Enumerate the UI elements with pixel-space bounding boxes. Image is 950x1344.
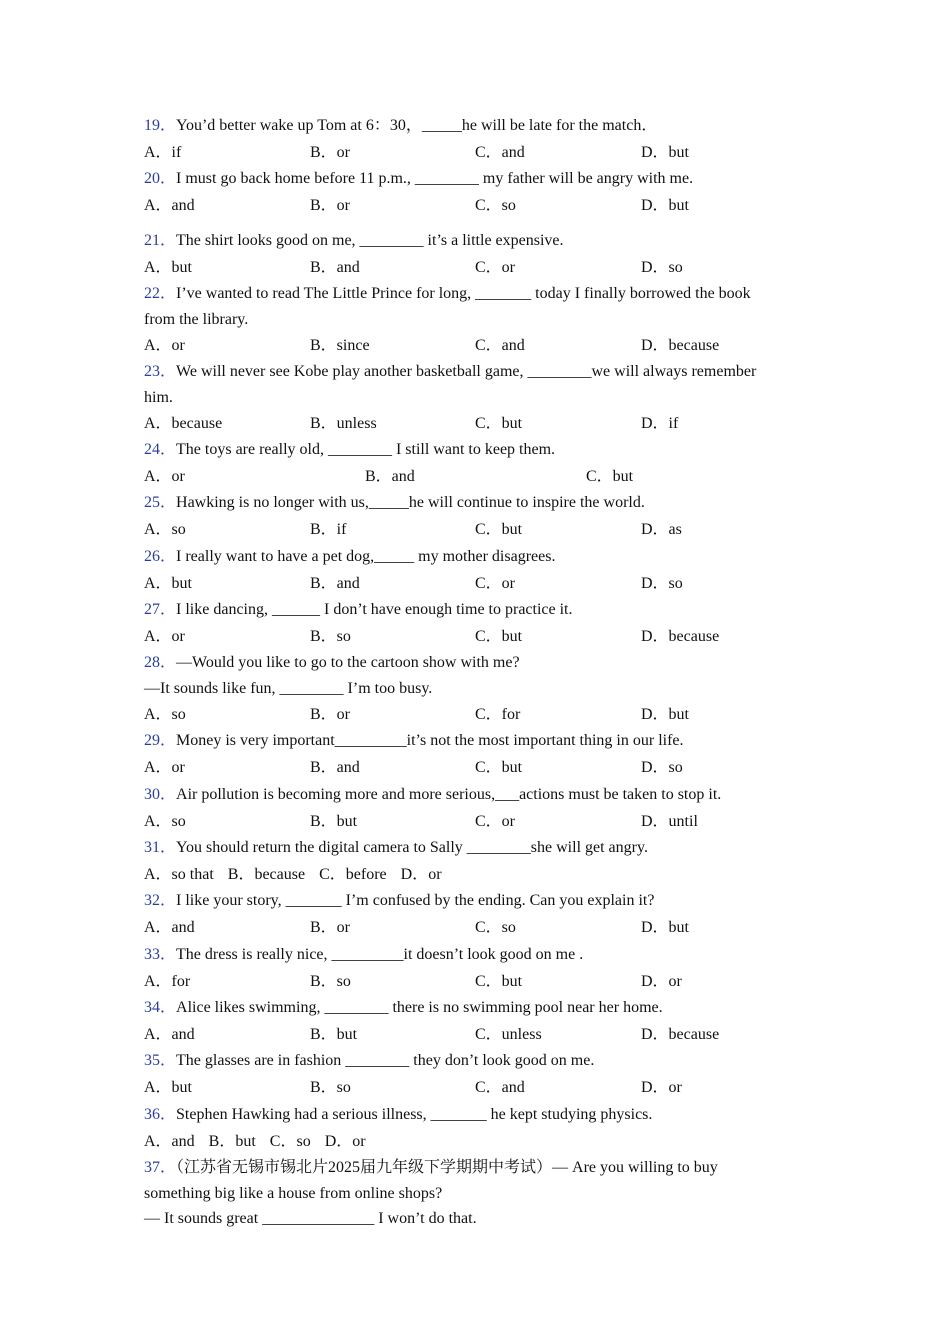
option-b[interactable]: B．and — [310, 259, 360, 276]
option-a[interactable]: A．so — [144, 813, 186, 830]
option-d[interactable]: D．or — [324, 1133, 366, 1150]
question-text: I’ve wanted to read The Little Prince for long, _______ today I finally borrowed the book — [176, 285, 751, 302]
option-a[interactable]: A．or — [144, 468, 185, 485]
question-number: 26． — [144, 548, 177, 565]
question-20-stem — [144, 169, 693, 189]
option-b[interactable]: B．and — [310, 759, 360, 776]
option-d[interactable]: D．so — [641, 759, 683, 776]
question-number: 25． — [144, 494, 177, 511]
question-number: 20． — [144, 170, 177, 187]
option-d[interactable]: D．so — [641, 575, 683, 592]
question-number: 30． — [144, 786, 177, 803]
option-a[interactable]: A．but — [144, 1079, 193, 1096]
question-number: 19． — [144, 117, 177, 134]
question-36-stem — [144, 1105, 652, 1125]
option-a[interactable]: A．for — [144, 973, 191, 990]
question-37-stem — [144, 1158, 718, 1178]
question-text: We will never see Kobe play another basketball game, ________we will always remember — [176, 363, 757, 380]
question-number: 22． — [144, 285, 177, 302]
option-a[interactable]: A．or — [144, 337, 185, 354]
option-a[interactable]: A．but — [144, 575, 193, 592]
option-b[interactable]: B．but — [208, 1133, 256, 1150]
option-b[interactable]: B．and — [310, 575, 360, 592]
question-number: 21． — [144, 232, 177, 249]
question-text: （江苏省无锡市锡北片2025届九年级下学期期中考试）— Are you willing to buy — [176, 1159, 718, 1176]
question-text: You should return the digital camera to Sally ________she will get angry. — [176, 839, 648, 856]
option-c[interactable]: C．so — [475, 919, 516, 936]
option-c[interactable]: C．or — [475, 575, 516, 592]
option-d[interactable]: D．but — [641, 144, 690, 161]
option-c[interactable]: C．before — [319, 866, 387, 883]
option-a[interactable]: A．or — [144, 759, 185, 776]
question-19-stem — [144, 116, 657, 136]
option-b[interactable]: B．or — [310, 144, 351, 161]
option-d[interactable]: D．but — [641, 197, 690, 214]
question-26-stem — [144, 547, 555, 567]
option-c[interactable]: C．so — [269, 1133, 311, 1150]
option-d[interactable]: D．because — [641, 1026, 720, 1043]
option-c[interactable]: C．but — [475, 973, 523, 990]
question-31-options — [144, 865, 456, 885]
option-c[interactable]: C．and — [475, 337, 525, 354]
option-a[interactable]: A．because — [144, 415, 223, 432]
question-number: 28． — [144, 654, 177, 671]
question-text: The dress is really nice, _________it doesn’t look good on me . — [176, 946, 584, 963]
option-c[interactable]: C．or — [475, 813, 516, 830]
question-32-stem — [144, 891, 654, 911]
option-b[interactable]: B．so — [310, 1079, 351, 1096]
question-35-stem — [144, 1051, 594, 1071]
option-c[interactable]: C．or — [475, 259, 516, 276]
option-c[interactable]: C．for — [475, 706, 521, 723]
question-33-stem — [144, 945, 583, 965]
question-number: 23． — [144, 363, 177, 380]
question-22-stem — [144, 284, 751, 304]
question-text: —Would you like to go to the cartoon show with me? — [176, 654, 520, 671]
option-a[interactable]: A．and — [144, 919, 195, 936]
option-d[interactable]: D．but — [641, 919, 690, 936]
option-b[interactable]: B．but — [310, 813, 358, 830]
question-text: The toys are really old, ________ I still want to keep them. — [176, 441, 556, 458]
question-text: The shirt looks good on me, ________ it’s a little expensive. — [176, 232, 564, 249]
question-23-stem — [144, 362, 756, 382]
option-d[interactable]: D．because — [641, 628, 720, 645]
question-24-stem — [144, 440, 555, 460]
option-d[interactable]: D．or — [641, 1079, 682, 1096]
option-a[interactable]: A．and — [144, 1026, 195, 1043]
option-a[interactable]: A．and — [144, 197, 195, 214]
option-c[interactable]: C．but — [475, 415, 523, 432]
question-30-stem — [144, 785, 721, 805]
option-b[interactable]: B．since — [310, 337, 370, 354]
option-a[interactable]: A．or — [144, 628, 185, 645]
option-d[interactable]: D．until — [641, 813, 698, 830]
question-text: Air pollution is becoming more and more serious,___actions must be taken to stop it. — [176, 786, 722, 803]
option-b[interactable]: B．so — [310, 628, 351, 645]
option-a[interactable]: A．so that — [144, 866, 214, 883]
option-c[interactable]: C．but — [475, 628, 523, 645]
option-c[interactable]: C．and — [475, 144, 525, 161]
option-b[interactable]: B．unless — [310, 415, 377, 432]
option-d[interactable]: D．or — [641, 973, 682, 990]
question-31-stem — [144, 838, 648, 858]
option-b[interactable]: B．if — [310, 521, 347, 538]
question-text: I like your story, _______ I’m confused by the ending. Can you explain it? — [176, 892, 655, 909]
question-text: I must go back home before 11 p.m., ________ my father will be angry with me. — [176, 170, 694, 187]
question-text: Hawking is no longer with us,_____he will continue to inspire the world. — [176, 494, 645, 511]
question-21-stem — [144, 231, 564, 251]
option-b[interactable]: B．because — [227, 866, 306, 883]
option-d[interactable]: D．but — [641, 706, 690, 723]
question-number: 35． — [144, 1052, 177, 1069]
question-text: I really want to have a pet dog,_____ my mother disagrees. — [176, 548, 556, 565]
option-d[interactable]: D．if — [641, 415, 679, 432]
option-c[interactable]: C．and — [475, 1079, 525, 1096]
option-b[interactable]: B．or — [310, 197, 351, 214]
option-d[interactable]: D．or — [400, 866, 442, 883]
question-23-stem-cont: him. — [144, 389, 173, 406]
question-37-stem-cont-2: — It sounds great ______________ I won’t do that. — [144, 1210, 477, 1227]
question-36-options — [144, 1132, 380, 1152]
option-c[interactable]: C．but — [475, 759, 523, 776]
question-text: Alice likes swimming, ________ there is no swimming pool near her home. — [176, 999, 663, 1016]
question-text: I like dancing, ______ I don’t have enough time to practice it. — [176, 601, 573, 618]
question-29-stem — [144, 731, 684, 751]
question-number: 24． — [144, 441, 177, 458]
question-text: You’d better wake up Tom at 6：30，_____he will be late for the match． — [176, 117, 658, 134]
question-28-stem — [144, 653, 520, 673]
question-number: 31． — [144, 839, 177, 856]
option-a[interactable]: A．so — [144, 521, 186, 538]
option-b[interactable]: B．and — [365, 468, 415, 485]
question-number: 32． — [144, 892, 177, 909]
option-c[interactable]: C．but — [475, 521, 523, 538]
question-text: Money is very important_________it’s not the most important thing in our life. — [176, 732, 684, 749]
option-a[interactable]: A．if — [144, 144, 182, 161]
question-25-stem — [144, 493, 645, 513]
question-number: 36． — [144, 1106, 177, 1123]
option-d[interactable]: D．as — [641, 521, 682, 538]
question-27-stem — [144, 600, 573, 620]
question-number: 37． — [144, 1159, 177, 1176]
option-a[interactable]: A．but — [144, 259, 193, 276]
option-c[interactable]: C．so — [475, 197, 516, 214]
option-c[interactable]: C．unless — [475, 1026, 542, 1043]
option-b[interactable]: B．but — [310, 1026, 358, 1043]
option-a[interactable]: A．so — [144, 706, 186, 723]
question-number: 27． — [144, 601, 177, 618]
option-d[interactable]: D．because — [641, 337, 720, 354]
question-number: 34． — [144, 999, 177, 1016]
question-text: The glasses are in fashion ________ they don’t look good on me. — [176, 1052, 595, 1069]
question-text: Stephen Hawking had a serious illness, _______ he kept studying physics. — [176, 1106, 653, 1123]
option-b[interactable]: B．or — [310, 706, 351, 723]
question-number: 29． — [144, 732, 177, 749]
option-a[interactable]: A．and — [144, 1133, 195, 1150]
option-b[interactable]: B．or — [310, 919, 351, 936]
question-37-stem-cont: something big like a house from online shops? — [144, 1185, 443, 1202]
question-number: 33． — [144, 946, 177, 963]
option-c[interactable]: C．but — [586, 468, 634, 485]
option-b[interactable]: B．so — [310, 973, 351, 990]
option-d[interactable]: D．so — [641, 259, 683, 276]
question-34-stem — [144, 998, 663, 1018]
question-22-stem-cont: from the library. — [144, 311, 249, 328]
question-28-stem-cont: —It sounds like fun, ________ I’m too busy. — [144, 680, 433, 697]
